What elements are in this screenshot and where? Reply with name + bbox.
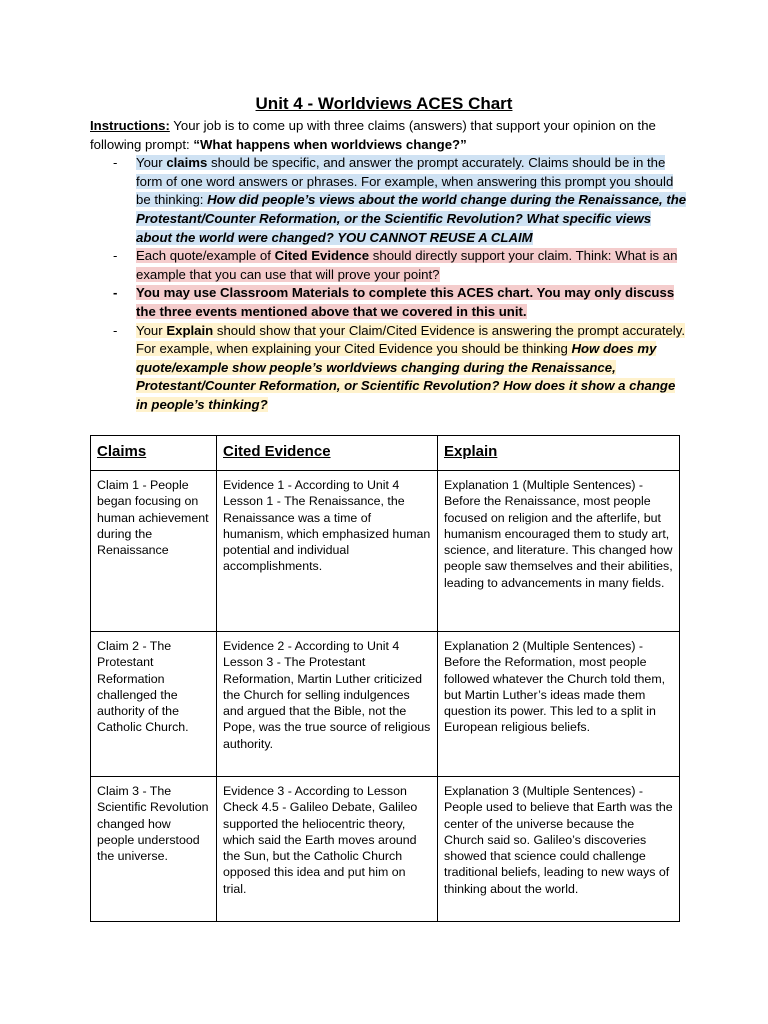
aces-table (90, 435, 680, 922)
instructions-list (90, 154, 690, 414)
claim-cell: Claim 3 - The Scientific Revolution changed how people understood the universe. (91, 777, 217, 922)
claims-highlight (136, 155, 686, 244)
table-header-row (91, 436, 680, 471)
table-row (91, 471, 680, 632)
explain-text: should show that your Claim/Cited Evidence is answering the prompt accurately. For example, when explaining your Cited Evidence you should be thinking (136, 322, 686, 357)
explain-guiding-question: How does my quote/example show people’s worldviews changing during the Renaissance, Protestant/Counter Reformation, or Scientific Revolution? How does it show a change in people’s thinking? (136, 341, 676, 412)
prompt-question: “What happens when worldviews change?” (193, 136, 467, 152)
materials-text: You may use Classroom Materials to complete this ACES chart. You may only discuss the three events mentioned above that we covered in this unit. (136, 285, 675, 319)
explain-keyword: Explain (166, 322, 214, 338)
claims-text: should be specific, and answer the prompt accurately. Claims should be in the form of one word answers or phrases. For example, when answering this prompt you should be thinking: (136, 155, 674, 208)
claims-keyword: claims (166, 155, 208, 171)
instruction-evidence (90, 247, 690, 284)
evidence-text: should directly support your claim. Think: What is an example that you can use that will prove your point? (136, 248, 678, 282)
explain-cell: Explanation 2 (Multiple Sentences) - Before the Reformation, most people followed whatever the Church told them, but Martin Luther’s ideas made them question its power. This led to a split in European religious beliefs. (438, 632, 680, 777)
explain-cell: Explanation 1 (Multiple Sentences) - Before the Renaissance, most people focused on religion and the afterlife, but humanism encouraged them to study art, science, and literature. This changed how people saw themselves and their abilities, leading to advancements in many fields. (438, 471, 680, 632)
evidence-keyword: Cited Evidence (274, 248, 370, 264)
evidence-cell: Evidence 1 - According to Unit 4 Lesson 1 - The Renaissance, the Renaissance was a time of humanism, which emphasized human potential and individual accomplishments. (217, 471, 438, 632)
claim-cell: Claim 2 - The Protestant Reformation challenged the authority of the Catholic Church. (91, 632, 217, 777)
claims-guiding-question: How did people’s views about the world change during the Renaissance, the Protestant/Counter Reformation, or the Scientific Revolution? What specific views about the world were changed? YOU CANNOT REUSE A CLAIM (136, 192, 687, 245)
page-title: Unit 4 - Worldviews ACES Chart (255, 94, 513, 113)
table-row (91, 632, 680, 777)
explain-cell: Explanation 3 (Multiple Sentences) - People used to believe that Earth was the center of the universe because the Church said so. Galileo’s discoveries showed that science could challenge traditional beliefs, leading to new ways of thinking about the world. (438, 777, 680, 922)
evidence-highlight (136, 248, 677, 282)
bullet-dash: - (113, 285, 118, 301)
bullet-dash: - (113, 248, 118, 264)
bullet-dash: - (113, 155, 118, 171)
claims-pre: Your (136, 155, 167, 171)
instructions-label: Instructions: (90, 118, 170, 133)
evidence-cell: Evidence 3 - According to Lesson Check 4.5 - Galileo Debate, Galileo supported the heliocentric theory, which said the Earth moves around the Sun, but the Catholic Church opposed this idea and put him on trial. (217, 777, 438, 922)
instructions-intro (90, 117, 690, 154)
instruction-claims (90, 154, 690, 247)
header-cited-evidence: Cited Evidence (217, 436, 438, 471)
bullet-dash: - (113, 322, 118, 338)
explain-highlight (136, 323, 685, 412)
explain-pre: Your (136, 322, 167, 338)
header-explain: Explain (438, 436, 680, 471)
table-row (91, 777, 680, 922)
instruction-explain (90, 322, 690, 415)
instructions-intro-text: Your job is to come up with three claims (answers) that support your opinion on the following prompt: (90, 118, 656, 152)
evidence-pre: Each quote/example of (136, 248, 275, 264)
claim-cell: Claim 1 - People began focusing on human achievement during the Renaissance (91, 471, 217, 632)
instructions-block (90, 117, 690, 415)
header-claims: Claims (91, 436, 217, 471)
evidence-cell: Evidence 2 - According to Unit 4 Lesson 3 - The Protestant Reformation, Martin Luther criticized the Church for selling indulgences and argued that the Bible, not the Pope, was the true source of religious authority. (217, 632, 438, 777)
instruction-materials (90, 284, 690, 321)
